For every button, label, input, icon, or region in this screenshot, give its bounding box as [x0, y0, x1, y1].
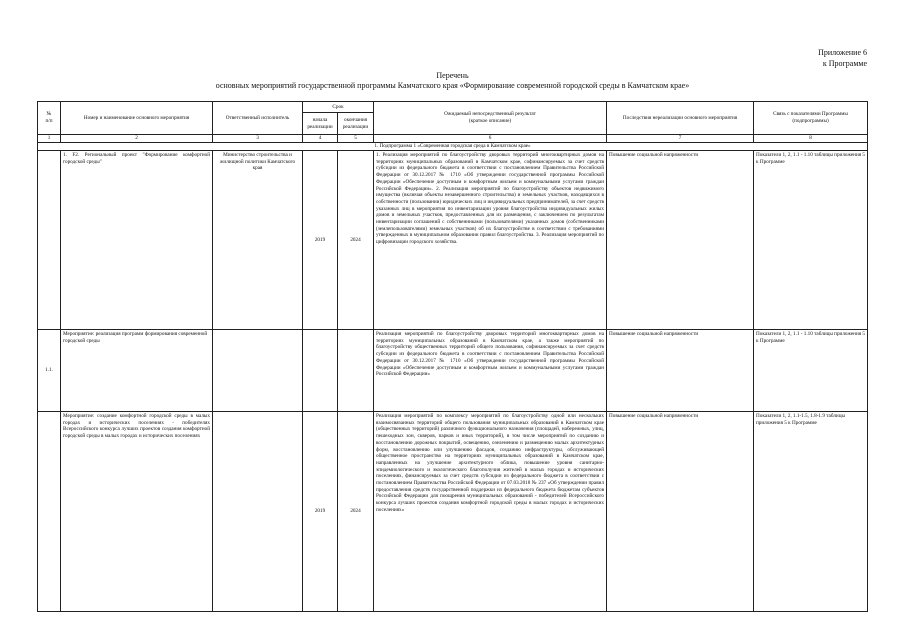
- row-num: [38, 412, 61, 612]
- appendix-line1: Приложение 6: [818, 48, 867, 57]
- subprogram-row: [38, 143, 868, 151]
- row-start: [303, 330, 338, 412]
- col-number: 6: [374, 135, 607, 143]
- row-executor: [213, 330, 303, 412]
- row-start: 2019: [303, 151, 338, 330]
- row-result: 1. Реализация мероприятий по благоустройству дворовых территорий многоквартирных домов на территориях муниципальных образований в Камчатском крае, софинансируемых за счет средств субсидии из федерального бюджета в соответствии с постановлением Правительства Российской Федерации от 30.12.2017 № 1710 «Об утверждении государственной программы Российской Федерации «Обеспечение доступным и комфортным жильем и коммунальными услугами граждан Российской Федерации». 2. Реализация мероприятий по благоустройству объектов недвижимого имущества (включая объекты незавершенного строительства) и земельных участков, находящихся в собственности (пользовании) юридических лиц и индивидуальных предпринимателей, за счет средств указанных лиц в мероприятия по инвентаризации уровня благоустройства индивидуальных жилых домов и земельных участков, предоставленных для их размещения, с заключением по результатам инвентаризации соглашений с собственниками (пользователями) указанных домов (собственниками (землепользователями) земельных участков) об их благоустройстве в соответствии с требованиями утвержденных в муниципальном образовании правил благоустройства. 3. Реализация мероприятий по цифровизации городского хозяйства.: [374, 151, 607, 330]
- row-link: Показатели 1, 2, 1.1-1.5, 1.8-1.9 таблицы приложения 5 к Программе: [754, 412, 868, 612]
- header-link: Связь с показателями Программы (подпрограммы): [754, 102, 868, 135]
- header-start: начала реализации: [303, 113, 338, 135]
- col-number: 5: [338, 135, 374, 143]
- row-num: [38, 151, 61, 330]
- header-consequences: Последствия нереализации основного мероприятия: [607, 102, 754, 135]
- header-result: Ожидаемый непосредственный результат (краткое описание): [374, 102, 607, 135]
- document-title: Перечень: [436, 71, 469, 80]
- table-row: [38, 412, 868, 612]
- col-number: 8: [754, 135, 868, 143]
- col-number: 4: [303, 135, 338, 143]
- row-link: Показатели 1, 2, 1.1 - 1.10 таблицы приложения 5 к Программе: [754, 151, 868, 330]
- document-subtitle: основных мероприятий государственной программы Камчатского края «Формирование современной городской среды в Камчатском крае»: [215, 81, 690, 90]
- table-row: [38, 151, 868, 330]
- subprogram-title: 1. Подпрограмма 1 «Современная городская среда в Камчатском крае»: [38, 143, 868, 151]
- row-consequences: Повышение социальной напряженности: [607, 412, 754, 612]
- row-name: Мероприятие: реализация программ формирования современной городской среды: [61, 330, 213, 412]
- column-numbers-row: [38, 135, 868, 143]
- row-start: 2019: [303, 412, 338, 612]
- row-executor: [213, 412, 303, 612]
- col-number: 7: [607, 135, 754, 143]
- row-end: 2024: [338, 412, 374, 612]
- appendix-line2: к Программе: [822, 59, 867, 68]
- col-number: 2: [61, 135, 213, 143]
- row-name: 1. F2. Региональный проект "Формирование комфортной городской среды": [61, 151, 213, 330]
- row-num: 1.1.: [38, 330, 61, 412]
- row-consequences: Повышение социальной напряженности: [607, 330, 754, 412]
- table-row: [38, 330, 868, 412]
- row-link: Показатели 1, 2, 1.1 - 1.10 таблицы приложения 5 к Программе: [754, 330, 868, 412]
- header-executor: Ответственный исполнитель: [213, 102, 303, 135]
- row-consequences: Повышение социальной напряженности: [607, 151, 754, 330]
- row-end: [338, 330, 374, 412]
- header-num: № п/п: [38, 102, 61, 135]
- activities-table: [37, 101, 868, 612]
- header-name: Номер и наименование основного мероприятия: [61, 102, 213, 135]
- row-end: 2024: [338, 151, 374, 330]
- appendix-label: [818, 47, 867, 69]
- row-executor: Министерство строительства и жилищной политики Камчатского края: [213, 151, 303, 330]
- row-result: Реализация мероприятий по комплексу мероприятий по благоустройству одной или нескольких взаимосвязанных территорий общего пользования муниципальных образований в Камчатском крае (общественных территорий) различного функционального назначения (площадей, набережных, улиц, пешеходных зон, скверов, парков и иных территорий), в том числе мероприятий по созданию и восстановлению дорожных покрытий, освещению, озеленению и размещению малых архитектурных форм, восстановлению или улучшению фасадов, созданию инфраструктуры, обслуживающей общественное пространство на территориях муниципальных образований в Камчатском крае, направленных на улучшение архитектурного облика, повышение уровня санитарно-эпидемиологического и экологического благополучия жителей в малых городах и исторических поселениях, финансируемых за счет средств субсидии из федерального бюджета в соответствии с постановлением Правительства Российской Федерации от 07.03.2018 № 237 «Об утверждении правил предоставления средств государственной поддержки из федерального бюджета бюджетам субъектов Российской Федерации для поощрения муниципальных образований - победителей Всероссийского конкурса лучших проектов создания комфортной городской среды в малых городах и исторических поселениях»: [374, 412, 607, 612]
- row-name: Мероприятие: создание комфортной городской среды в малых городах и исторических поселениях - победителях Всероссийского конкурса лучших проектов создания комфортной городской среды в малых городах и исторических поселениях: [61, 412, 213, 612]
- col-number: 1: [38, 135, 61, 143]
- header-term: Срок: [303, 102, 374, 113]
- header-end: окончания реализации: [338, 113, 374, 135]
- row-result: Реализация мероприятий по благоустройству дворовых территорий многоквартирных домов на территориях муниципальных образований в Камчатском крае, а также мероприятий по благоустройству общественных территорий общего пользования, софинансируемых за счет средств субсидии из федерального бюджета в соответствии с постановлением Правительства Российской Федерации от 30.12.2017 № 1710 «Об утверждении государственной программы Российской Федерации «Обеспечение доступным и комфортным жильем и коммунальными услугами граждан Российской Федерации»: [374, 330, 607, 412]
- col-number: 3: [213, 135, 303, 143]
